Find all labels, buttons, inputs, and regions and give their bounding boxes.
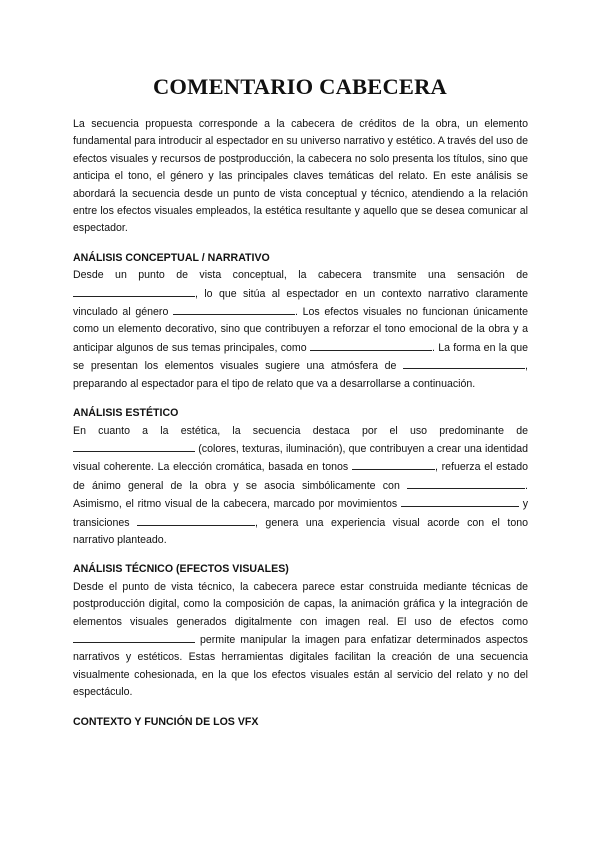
text-run: , lo que sitúa al espectador en un contexto narrativo claramente vinculado al género [73,287,528,319]
text-run: , preparando al espectador para el tipo de relato que va a desarrollarse a continuación. [73,360,528,390]
section-heading-aesthetic: ANÁLISIS ESTÉTICO [73,407,179,420]
fill-blank-line [401,495,519,507]
text-run: . La forma en la que se presentan los elementos visuales sugiere una atmósfera de [73,341,528,373]
fill-blank-line [310,339,432,351]
document-body [73,116,528,731]
section-heading-conceptual: ANÁLISIS CONCEPTUAL / NARRATIVO [73,251,270,264]
fill-blank-line [73,440,195,452]
text-run: . Asimismo, el ritmo visual de la cabecera, marcado por movimientos [73,479,528,511]
text-run: En cuanto a la estética, la secuencia destaca por el uso predominante de [73,424,528,437]
text-run: y transiciones [73,498,528,529]
text-run: . Los efectos visuales no funcionan únicamente como un elemento decorativo, sino que contribuyen a reforzar el tono emocional de la obra y a anticipar algunos de sus temas principales, como [73,306,528,354]
text-run: Desde un punto de vista conceptual, la cabecera transmite una sensación de [73,269,528,282]
text-run: Desde el punto de vista técnico, la cabecera parece estar construida mediante técnicas de postproducción digital, como la composición de capas, la animación gráfica y la integración de elementos visuales generados digitalmente con imagen real. El uso de efectos como [73,580,528,628]
fill-blank-line [173,303,295,315]
fill-blank-line [407,477,525,489]
fill-blank-line [403,357,525,369]
page-title: COMENTARIO CABECERA [152,74,448,99]
fill-blank-line [73,631,195,643]
technical-paragraph [73,579,528,702]
text-run: , genera una experiencia visual acorde con el tono narrativo planteado. [73,516,528,546]
text-run: permite manipular la imagen para enfatizar determinados aspectos narrativos y estéticos. Estas herramientas digitales facilitan la creación de una secuencia visualmente cohesionada, en la que los efectos visuales están al servicio del relato y no del espectáculo. [73,633,528,699]
aesthetic-paragraph [73,423,528,550]
section-heading-context: CONTEXTO Y FUNCIÓN DE LOS VFX [73,715,259,728]
text-run: , refuerza el estado de ánimo general de la obra y se asocia simbólicamente con [73,461,528,492]
fill-blank-line [137,514,255,526]
fill-blank-line [352,458,435,470]
fill-blank-line [73,285,195,297]
conceptual-paragraph [73,267,528,393]
section-heading-technical: ANÁLISIS TÉCNICO (EFECTOS VISUALES) [73,563,289,576]
intro-paragraph: La secuencia propuesta corresponde a la cabecera de créditos de la obra, un elemento fundamental para introducir al espectador en su universo narrativo y estético. A través del uso de efectos visuales y recursos de postproducción, la cabecera no solo presenta los títulos, sino que anticipa el tono, el género y las principales claves temáticas del relato. En este análisis se abordará la secuencia desde un punto de vista conceptual y técnico, atendiendo a la relación entre los efectos visuales empleados, la estética resultante y aquello que se desea comunicar al espectador. [73,118,528,235]
text-run: (colores, texturas, iluminación), que contribuyen a crear una identidad visual coherente. La elección cromática, basada en tonos [73,442,528,474]
